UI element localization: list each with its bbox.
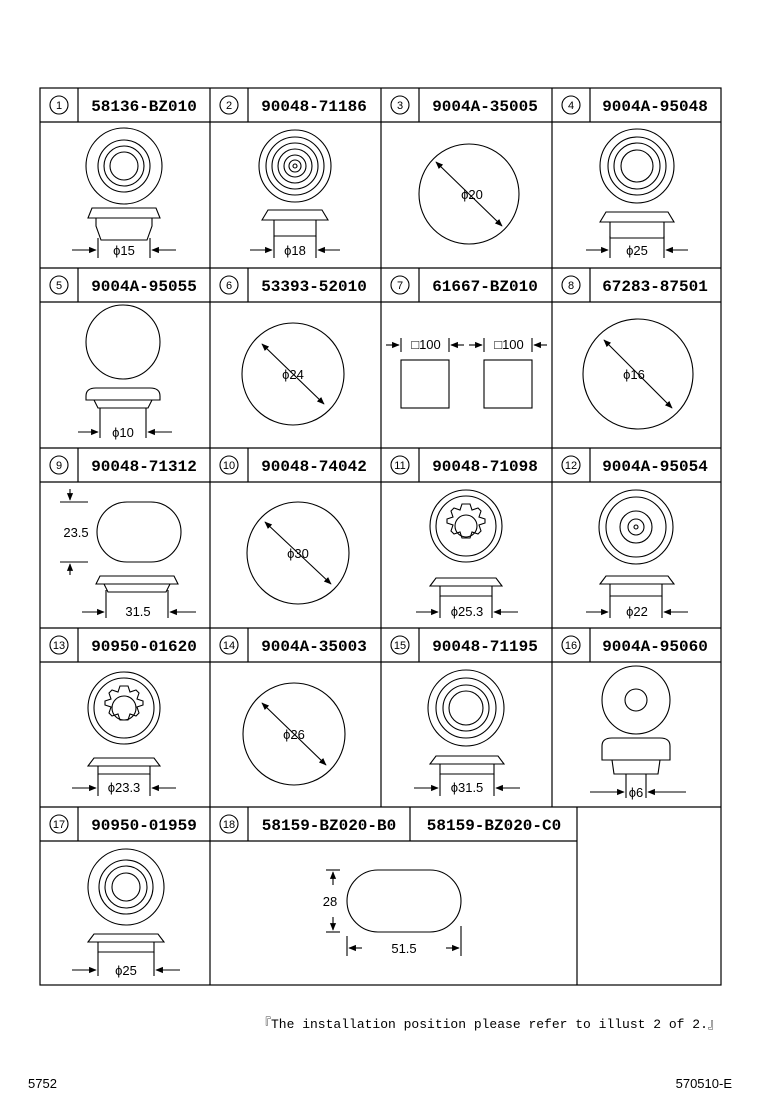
part-code-13: 90950-01620: [91, 638, 197, 656]
part-code-14: 9004A-35003: [261, 638, 367, 656]
part-code-10: 90048-74042: [261, 458, 367, 476]
part-code-6: 53393-52010: [261, 278, 367, 296]
part-code-9: 90048-71312: [91, 458, 197, 476]
grommet-12-drawing: [586, 490, 688, 618]
part-num-10: 10: [222, 460, 236, 472]
part-code-1: 58136-BZ010: [91, 98, 197, 116]
grommet-13-drawing: [72, 672, 176, 796]
part-num-11: 11: [394, 460, 406, 472]
part-num-13: 13: [52, 640, 66, 652]
dim-p18h: 28: [322, 894, 338, 909]
part-code-12: 9004A-95054: [602, 458, 708, 476]
part-num-16: 16: [564, 640, 578, 652]
dim-p15: ϕ31.5: [450, 780, 484, 795]
part-code-8: 67283-87501: [602, 278, 708, 296]
plug-16-drawing: [590, 666, 686, 798]
dim-p2: ϕ18: [284, 243, 306, 258]
dim-p1: ϕ15: [113, 243, 135, 258]
part-num-17: 17: [52, 819, 66, 831]
dim-p16: ϕ6: [628, 785, 644, 800]
part-code-15: 90048-71195: [432, 638, 538, 656]
part-num-1: 1: [55, 100, 63, 112]
part-num-4: 4: [567, 100, 575, 112]
grommet-2-drawing: [250, 130, 340, 258]
part-num-9: 9: [55, 460, 63, 472]
part-code-7: 61667-BZ010: [432, 278, 538, 296]
dim-p9h: 23.5: [63, 525, 89, 540]
part-num-12: 12: [564, 460, 578, 472]
dim-p11: ϕ25.3: [450, 604, 484, 619]
dim-p9w: 31.5: [125, 604, 151, 619]
dim-p7a: □100: [411, 337, 441, 352]
dim-p13: ϕ23.3: [107, 780, 141, 795]
part-code-17: 90950-01959: [91, 817, 197, 835]
part-code-4: 9004A-95048: [602, 98, 708, 116]
plug-5-drawing: [78, 305, 172, 438]
part-num-7: 7: [396, 280, 404, 292]
grommet-1-drawing: [72, 128, 176, 258]
part-num-3: 3: [396, 100, 404, 112]
dim-p17: ϕ25: [115, 963, 137, 978]
grommet-17-drawing: [72, 849, 180, 976]
dim-p5: ϕ10: [112, 425, 134, 440]
dim-p8: ϕ16: [623, 367, 645, 382]
part-code-16: 9004A-95060: [602, 638, 708, 656]
dim-p7b: □100: [494, 337, 524, 352]
dim-p4: ϕ25: [626, 243, 648, 258]
part-num-5: 5: [55, 280, 63, 292]
dim-p6: ϕ24: [282, 367, 304, 382]
footer-left-code: 5752: [28, 1076, 57, 1091]
part-code-18a: 58159-BZ020-B0: [261, 817, 397, 835]
dim-p10: ϕ30: [287, 546, 309, 561]
part-code-11: 90048-71098: [432, 458, 538, 476]
part-num-14: 14: [222, 640, 236, 652]
part-code-3: 9004A-35005: [432, 98, 538, 116]
part-code-18b: 58159-BZ020-C0: [426, 817, 562, 835]
part-num-15: 15: [393, 640, 407, 652]
part-num-8: 8: [567, 280, 575, 292]
dim-p12: ϕ22: [626, 604, 648, 619]
part-num-2: 2: [225, 100, 233, 112]
grommet-4-drawing: [586, 129, 688, 258]
part-code-5: 9004A-95055: [91, 278, 197, 296]
part-code-2: 90048-71186: [261, 98, 367, 116]
part-drawings: [60, 128, 693, 976]
grommet-11-drawing: [416, 490, 518, 618]
part-num-18: 18: [222, 819, 236, 831]
installation-note: 『The installation position please refer to illust 2 of 2.』: [258, 1017, 721, 1032]
dim-p3: ϕ20: [461, 187, 483, 202]
grommet-15-drawing: [414, 670, 520, 796]
dim-p14: ϕ26: [283, 727, 305, 742]
part-num-6: 6: [225, 280, 233, 292]
footer-right-code: 570510-E: [675, 1076, 732, 1091]
dim-p18w: 51.5: [391, 941, 417, 956]
oval-9-drawing: [60, 489, 196, 618]
